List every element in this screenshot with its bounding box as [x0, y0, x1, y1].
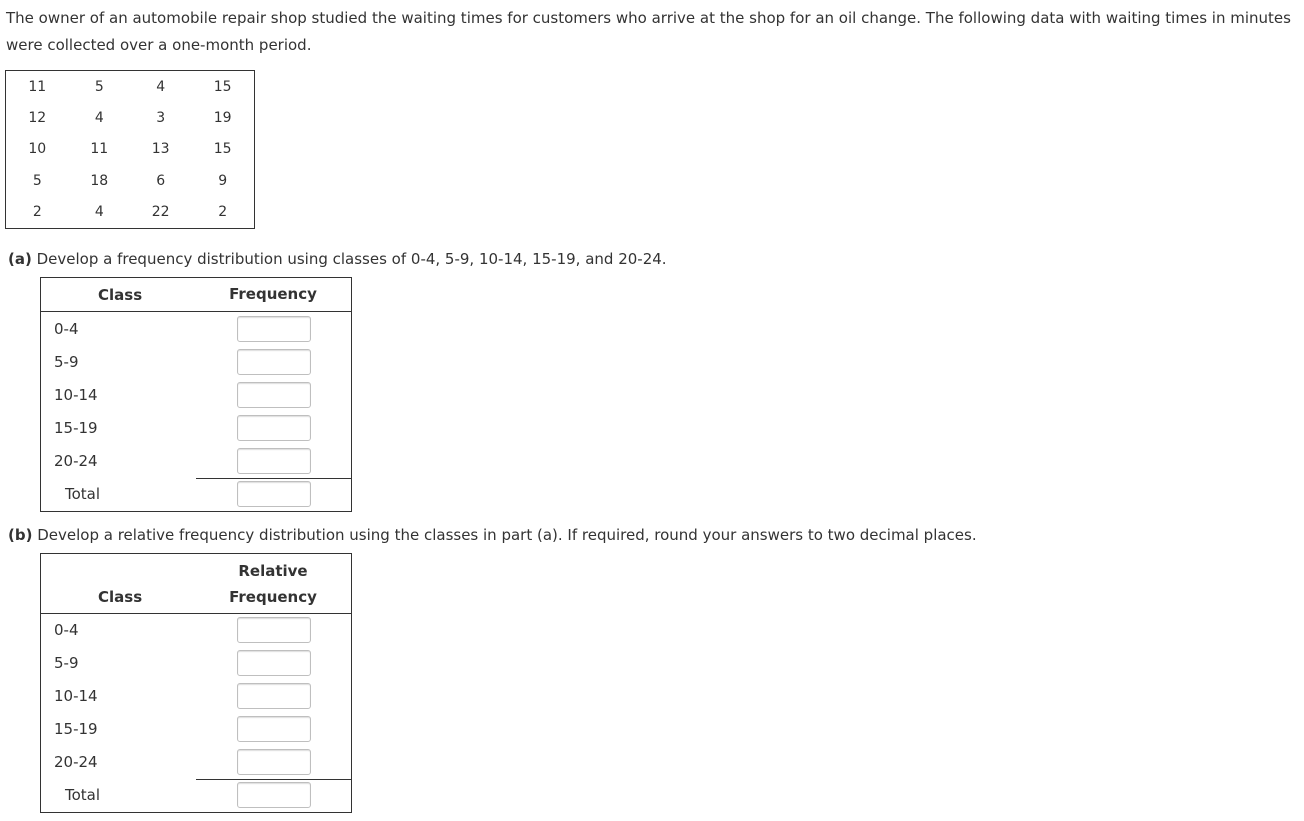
relative-frequency-input-0-4[interactable]	[237, 617, 311, 643]
total-divider	[196, 779, 351, 780]
relative-frequency-table	[40, 553, 352, 813]
relative-frequency-row	[41, 713, 351, 746]
part-a-text: Develop a frequency distribution using classes of 0-4, 5-9, 10-14, 15-19, and 20-24.	[31, 250, 667, 268]
relative-frequency-row	[41, 680, 351, 713]
data-cell: 2	[32, 204, 42, 221]
relative-frequency-input-20-24[interactable]	[237, 749, 311, 775]
frequency-total-row	[41, 478, 351, 511]
frequency-row	[41, 346, 351, 379]
data-row	[6, 165, 255, 196]
data-row	[6, 71, 255, 103]
frequency-total-input[interactable]	[237, 481, 311, 507]
data-cell: 15	[213, 78, 232, 95]
relative-header: Relative	[238, 562, 308, 580]
class-label: 15-19	[54, 419, 98, 437]
frequency-input-20-24[interactable]	[237, 448, 311, 474]
frequency-input-0-4[interactable]	[237, 316, 311, 342]
part-b-prompt	[8, 526, 977, 544]
relative-frequency-row	[41, 614, 351, 647]
class-label: 15-19	[54, 720, 98, 738]
data-cell: 4	[156, 78, 166, 95]
total-label: Total	[65, 786, 101, 804]
frequency-row	[41, 313, 351, 346]
data-cell: 3	[156, 110, 166, 127]
data-cell: 5	[94, 78, 104, 95]
frequency-input-10-14[interactable]	[237, 382, 311, 408]
frequency-header: Frequency	[229, 588, 317, 606]
frequency-input-5-9[interactable]	[237, 349, 311, 375]
relative-frequency-total-input[interactable]	[237, 782, 311, 808]
data-cell: 6	[156, 172, 166, 189]
class-label: 20-24	[54, 753, 98, 771]
data-cell: 13	[151, 141, 170, 158]
frequency-header: Frequency	[229, 285, 317, 303]
class-header: Class	[98, 286, 143, 304]
part-a-prompt	[8, 250, 667, 268]
frequency-input-15-19[interactable]	[237, 415, 311, 441]
class-label: 10-14	[54, 687, 98, 705]
class-label: 0-4	[54, 320, 79, 338]
relative-frequency-input-15-19[interactable]	[237, 716, 311, 742]
data-cell: 12	[28, 110, 47, 127]
relative-frequency-row	[41, 647, 351, 680]
relative-frequency-total-row	[41, 779, 351, 812]
data-row	[6, 102, 255, 133]
data-row	[6, 197, 255, 229]
class-label: 10-14	[54, 386, 98, 404]
frequency-row	[41, 445, 351, 478]
class-header: Class	[98, 588, 143, 606]
relative-frequency-input-10-14[interactable]	[237, 683, 311, 709]
data-cell: 15	[213, 141, 232, 158]
data-cell: 10	[28, 141, 47, 158]
data-cell: 19	[213, 110, 232, 127]
class-label: 5-9	[54, 353, 79, 371]
data-cell: 11	[90, 141, 109, 158]
total-label: Total	[65, 485, 101, 503]
problem-intro: The owner of an automobile repair shop studied the waiting times for customers who arrive at the shop for an oil change. The following data with waiting times in minutes were collected over a one-month period.	[6, 9, 1291, 54]
data-cell: 22	[151, 204, 170, 221]
class-label: 0-4	[54, 621, 79, 639]
part-b-text: Develop a relative frequency distribution using the classes in part (a). If required, round your answers to two decimal places.	[32, 526, 977, 544]
data-cell: 9	[218, 172, 228, 189]
frequency-table-header	[41, 278, 351, 312]
data-cell: 4	[94, 204, 104, 221]
relative-frequency-table-header	[41, 554, 351, 614]
total-divider	[196, 478, 351, 479]
frequency-row	[41, 412, 351, 445]
data-cell: 4	[94, 110, 104, 127]
data-row	[6, 134, 255, 165]
part-b-label: (b)	[8, 526, 33, 544]
class-label: 20-24	[54, 452, 98, 470]
waiting-times-table	[5, 70, 255, 229]
data-cell: 5	[32, 172, 42, 189]
relative-frequency-input-5-9[interactable]	[237, 650, 311, 676]
part-a-label: (a)	[8, 250, 32, 268]
data-cell: 2	[218, 204, 228, 221]
data-cell: 11	[28, 78, 47, 95]
frequency-table	[40, 277, 352, 512]
frequency-row	[41, 379, 351, 412]
data-cell: 18	[90, 172, 109, 189]
relative-frequency-row	[41, 746, 351, 779]
class-label: 5-9	[54, 654, 79, 672]
